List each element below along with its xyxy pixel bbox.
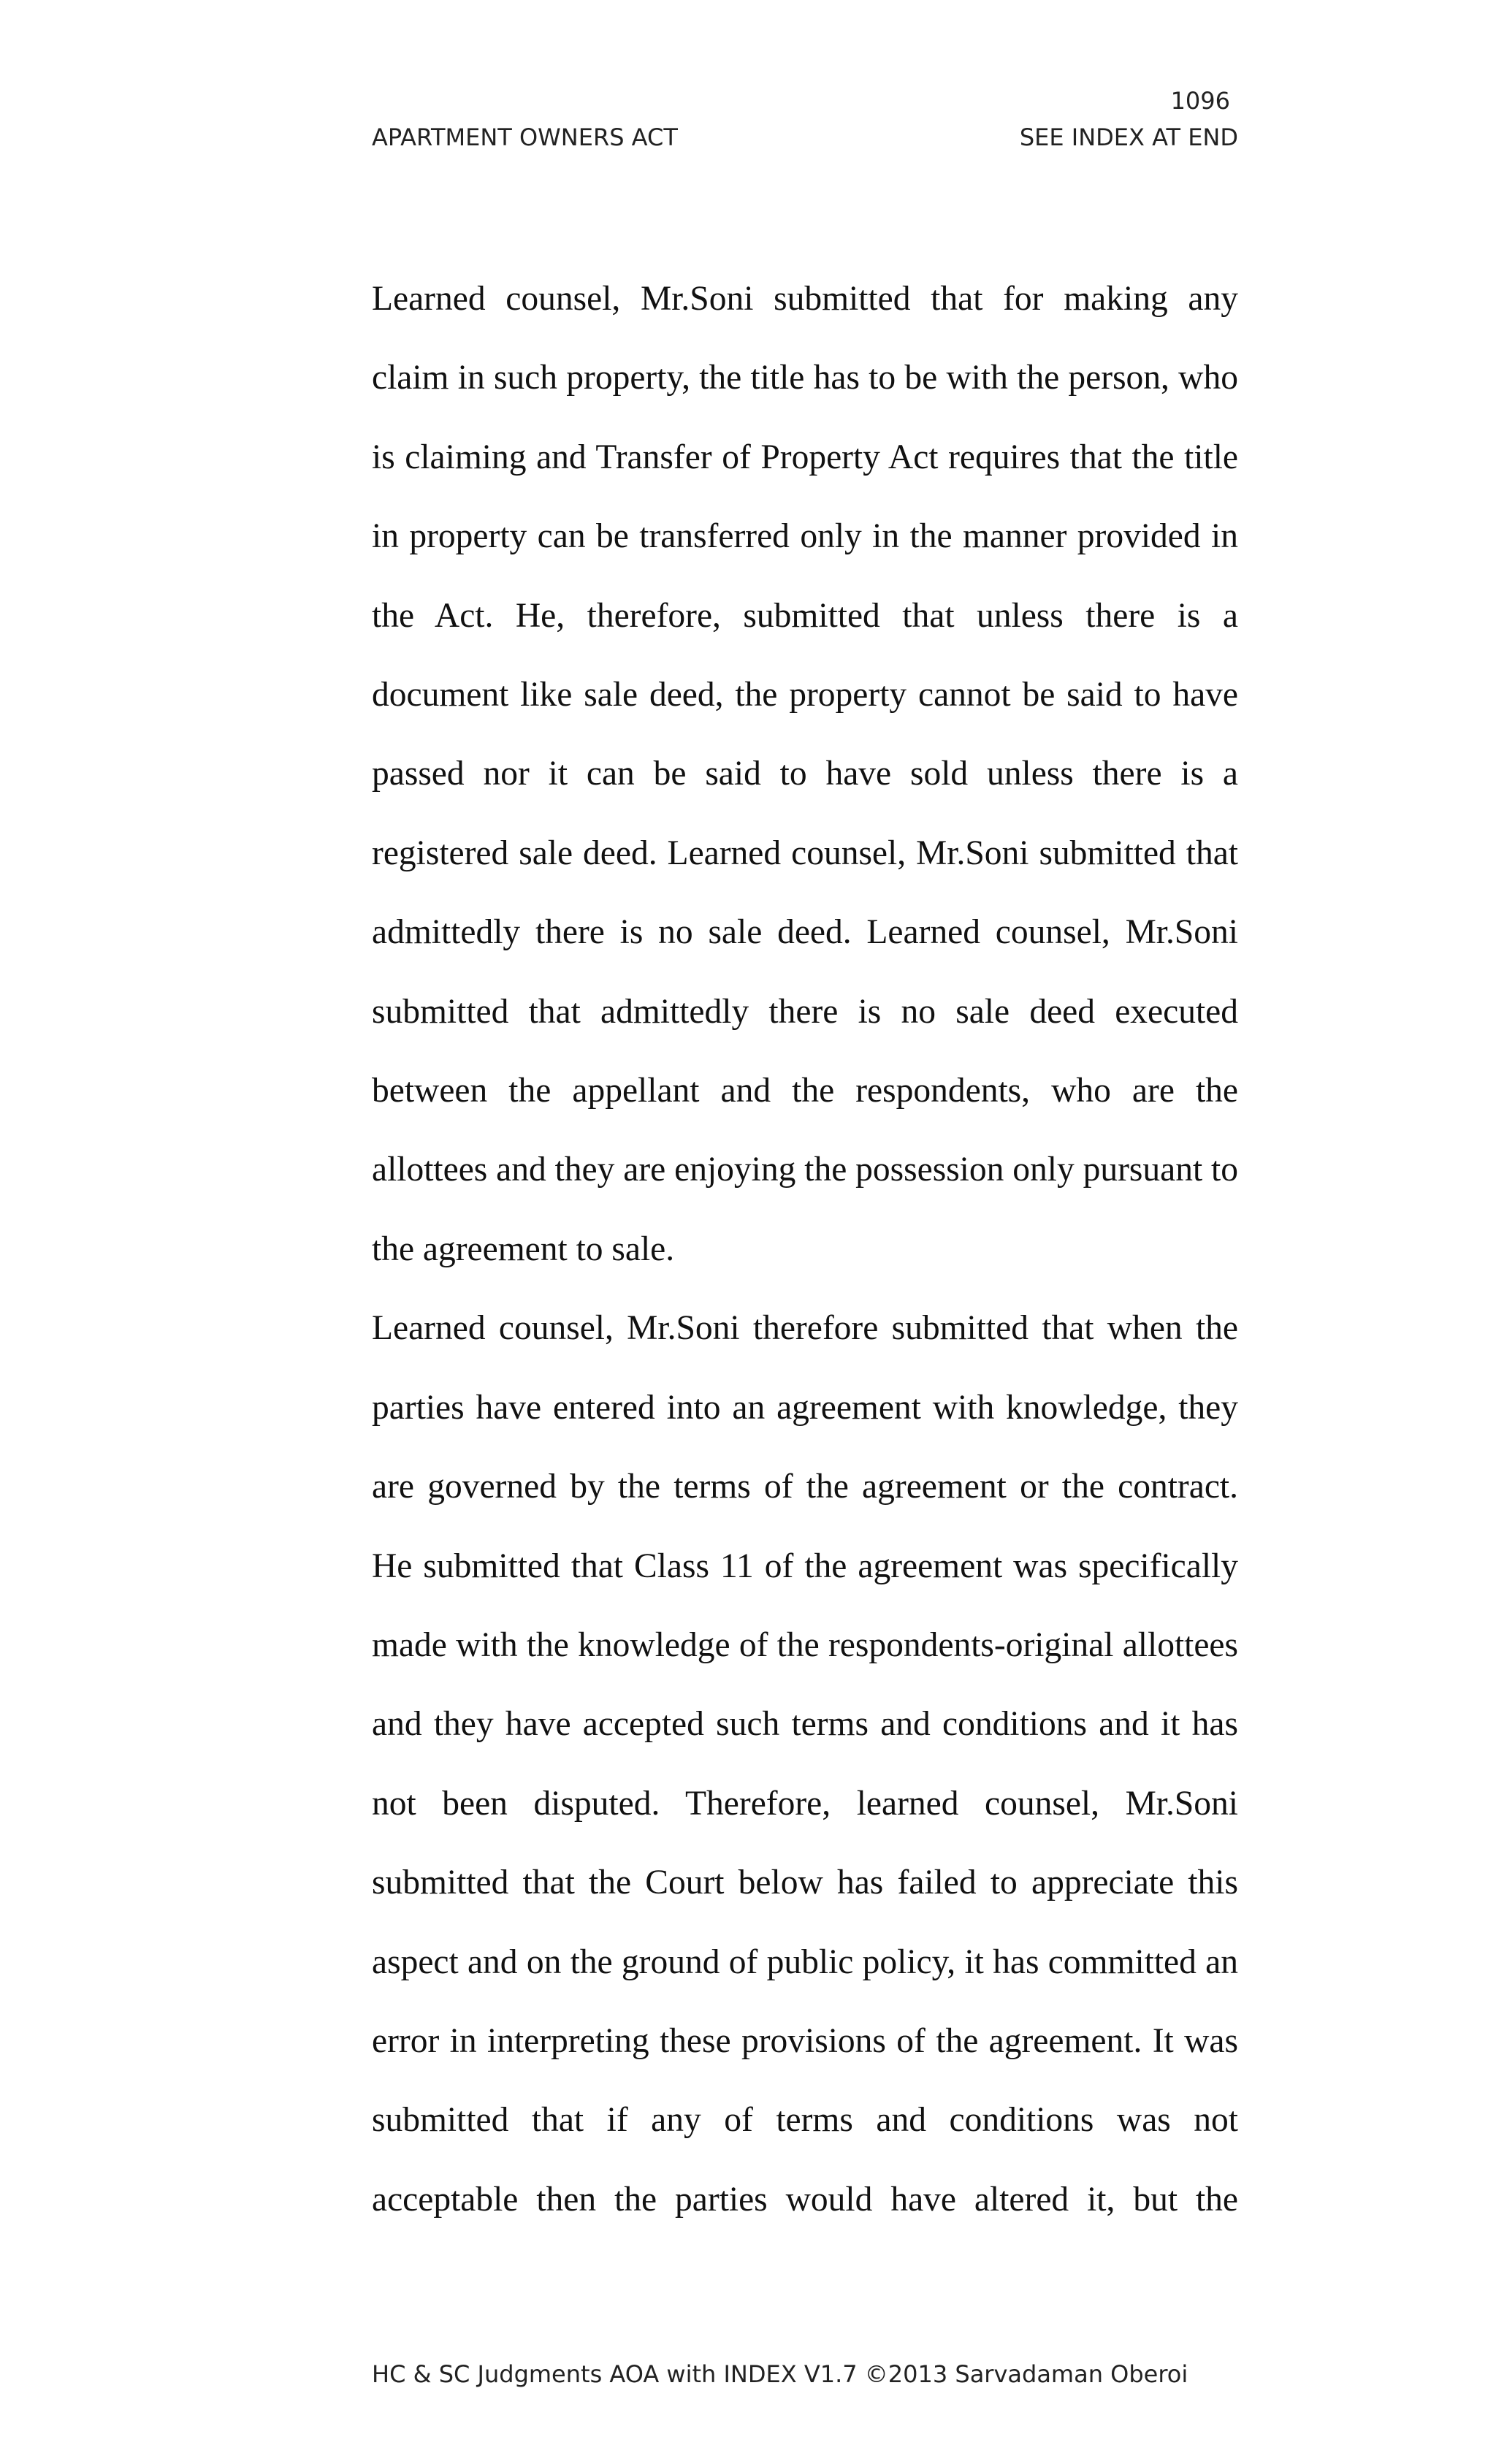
document-body (372, 259, 1238, 2239)
page-number: 1096 (1170, 87, 1230, 115)
paragraph-1: Learned counsel, Mr.Soni submitted that for making any claim in such property, the title has to be with the person, who is claiming and Transfer of Property Act requires that the title in property can be transferred only in the manner provided in the Act. He, therefore, submitted that unless there is a document like sale deed, the property cannot be said to have passed nor it can be said to have sold unless there is a registered sale deed. Learned counsel, Mr.Soni submitted that admittedly there is no sale deed. Learned counsel, Mr.Soni submitted that admittedly there is no sale deed executed between the appellant and the respondents, who are the allottees and they are enjoying the possession only pursuant to the agreement to sale. (372, 280, 1238, 1268)
running-header-index-note: SEE INDEX AT END (1019, 123, 1238, 151)
running-header-title: APARTMENT OWNERS ACT (372, 123, 678, 151)
paragraph-2: Learned counsel, Mr.Soni therefore submitted that when the parties have entered into an agreement with knowledge, they are governed by the terms of the agreement or the contract. He submitted that Class 11 of the agreement was specifically made with the knowledge of the respondents-original allottees and they have accepted such terms and conditions and it has not been disputed. Therefore, learned counsel, Mr.Soni submitted that the Court below has failed to appreciate this aspect and on the ground of public policy, it has committed an error in interpreting these provisions of the agreement. It was submitted that if any of terms and conditions was not acceptable then the parties would have altered it, but the (372, 1309, 1238, 2219)
page-footer: HC & SC Judgments AOA with INDEX V1.7 ©2013 Sarvadaman Oberoi (372, 2360, 1188, 2388)
